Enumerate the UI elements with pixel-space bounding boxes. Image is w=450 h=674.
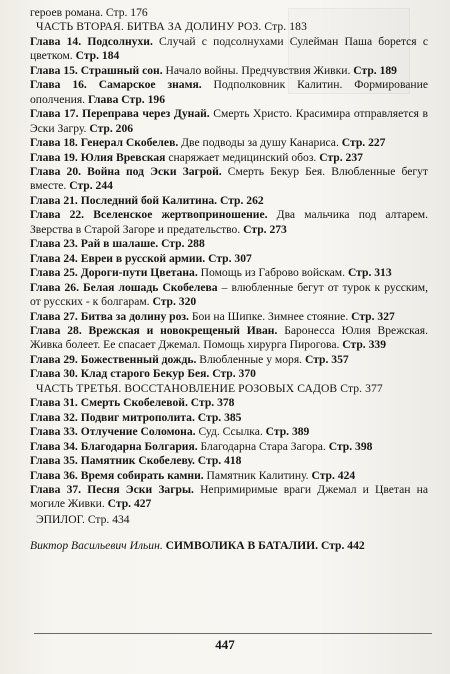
chapter-page: Стр. 307 xyxy=(208,251,252,265)
chapter-title: Глава 14. Подсолнухи. xyxy=(30,34,153,48)
chapter-title: Глава 29. Божественный дождь. xyxy=(30,352,197,366)
toc-entry xyxy=(30,367,428,381)
chapter-page: Стр. 385 xyxy=(197,410,242,424)
toc-entry xyxy=(30,35,428,64)
part-three-heading: ЧАСТЬ ТРЕТЬЯ. ВОССТАНОВЛЕНИЕ РОЗОВЫХ САДОВ Стр. 377 xyxy=(36,381,383,395)
chapter-page: Стр. 273 xyxy=(243,222,287,236)
chapter-summary: Непримиримые враги Джемал и Цветан на могиле Живки. xyxy=(30,482,428,511)
part-two-chapters xyxy=(30,35,428,382)
chapter-title: Глава 18. Генерал Скобелев. xyxy=(30,136,179,150)
chapter-page: Глава Стр. 196 xyxy=(87,92,165,106)
toc-top-text: героев романа. Стр. 176 xyxy=(30,6,148,19)
chapter-summary: Памятник Калитину. xyxy=(203,468,309,482)
part-two-heading: ЧАСТЬ ВТОРАЯ. БИТВА ЗА ДОЛИНУ РОЗ. Стр. 183 xyxy=(36,20,307,34)
toc-entry xyxy=(30,281,428,310)
toc-entry xyxy=(30,136,428,150)
chapter-title: Глава 21. Последний бой Калитина. xyxy=(30,193,218,207)
toc-entry xyxy=(30,64,428,78)
toc-entry xyxy=(30,483,428,512)
chapter-page: Стр. 378 xyxy=(190,396,235,410)
chapter-summary: – влюбленные бегут от турок к русским, от русских - к болгарам. xyxy=(30,280,428,309)
chapter-page: Стр. 288 xyxy=(161,237,205,251)
chapter-title: Глава 23. Рай в шалаше. xyxy=(30,237,159,251)
chapter-summary: Благодарна Стара Загора. xyxy=(197,439,326,453)
toc-entry xyxy=(30,237,428,251)
chapter-page: Стр. 244 xyxy=(69,179,113,193)
author-name: Виктор Васильевич Ильин. xyxy=(30,539,163,553)
chapter-summary: Начало войны. Предчувствия Живки. xyxy=(162,63,351,77)
chapter-title: Глава 15. Страшный сон. xyxy=(30,63,163,77)
chapter-title: Глава 31. Смерть Скобелевой. xyxy=(30,396,188,410)
toc-entry xyxy=(30,252,428,266)
chapter-title: Глава 24. Евреи в русской армии. xyxy=(30,251,206,265)
chapter-summary: Две подводы за душу Канариса. xyxy=(178,136,339,150)
chapter-title: Глава 25. Дороги-пути Цветана. xyxy=(30,266,198,280)
chapter-page: Стр. 227 xyxy=(341,136,386,150)
toc-entry xyxy=(30,353,428,367)
table-of-contents xyxy=(30,6,428,554)
toc-entry xyxy=(30,440,428,454)
toc-entry xyxy=(30,208,428,237)
chapter-page: Стр. 237 xyxy=(319,150,363,164)
chapter-title: Глава 27. Битва за долину роз. xyxy=(30,309,189,323)
chapter-title: Глава 30. Клад старого Бекур Бея. xyxy=(30,367,210,381)
chapter-title: Глава 33. Отлучение Соломона. xyxy=(30,425,196,439)
chapter-summary: Смерть Христо. Красимира отправляется в Эски Загру. xyxy=(30,107,428,135)
chapter-page: Стр. 418 xyxy=(197,454,242,468)
chapter-page: Стр. 357 xyxy=(304,352,349,366)
toc-entry xyxy=(30,454,428,468)
chapter-title: Глава 22. Вселенское жертвоприношение. xyxy=(30,208,268,222)
chapter-page: Стр. 370 xyxy=(212,367,256,381)
chapter-summary: снаряжает медицинский обоз. xyxy=(165,150,317,164)
chapter-title: Глава 28. Врежская и новокрещеный Иван. xyxy=(30,323,278,337)
chapter-summary: Бои на Шипке. Зимнее стояние. xyxy=(188,309,349,323)
toc-entry xyxy=(30,411,428,425)
chapter-title: Глава 16. Самарское знамя. xyxy=(30,78,202,92)
chapter-page: Стр. 184 xyxy=(75,49,120,63)
chapter-page: Стр. 189 xyxy=(353,63,397,77)
page-number: 447 xyxy=(215,637,235,652)
chapter-title: Глава 19. Юлия Вревская xyxy=(30,150,166,164)
toc-entry xyxy=(30,425,428,439)
chapter-title: Глава 17. Переправа через Дунай. xyxy=(30,107,210,121)
chapter-summary: Помощь из Габрово войскам. xyxy=(197,266,346,280)
chapter-page: Стр. 262 xyxy=(220,193,264,207)
chapter-page: Стр. 313 xyxy=(347,266,392,280)
chapter-title: Глава 36. Время собирать камни. xyxy=(30,468,204,482)
chapter-title: Глава 32. Подвиг митрополита. xyxy=(30,410,195,424)
chapter-summary: Два мальчика под алтарем. Зверства в Старой Загоре и предательство. xyxy=(30,208,429,236)
toc-entry xyxy=(30,266,428,280)
toc-entry xyxy=(30,78,428,107)
chapter-page: Стр. 424 xyxy=(311,468,356,482)
chapter-summary: Баронесса Юлия Врежская. Живка болеет. Ее спасает Джемал. Помощь хирурга Пирогова. xyxy=(30,323,428,352)
chapter-page: Стр. 398 xyxy=(328,439,373,453)
toc-entry xyxy=(30,396,428,410)
toc-entry xyxy=(30,194,428,208)
epilog-entry: ЭПИЛОГ. Стр. 434 xyxy=(36,512,130,526)
chapter-summary: Случай с подсолнухами Сулейман Паша борется с цветком. xyxy=(30,34,428,63)
chapter-title: Глава 20. Война под Эски Загрой. xyxy=(30,164,222,178)
chapter-title: Глава 37. Песня Эски Загры. xyxy=(30,482,194,496)
chapter-summary: Подполковник Калитин. Формирование ополчения. xyxy=(30,78,428,106)
toc-entry xyxy=(30,165,428,194)
chapter-page: Стр. 206 xyxy=(89,121,134,135)
chapter-summary: Смерть Бекур Бея. Влюбленные бегут вместе. xyxy=(30,164,429,193)
chapter-summary: Влюбленные у моря. xyxy=(196,352,303,366)
toc-entry xyxy=(30,107,428,136)
toc-entry xyxy=(30,151,428,165)
toc-entry xyxy=(30,324,428,353)
footer-rule xyxy=(34,633,432,634)
chapter-title: Глава 35. Памятник Скобелеву. xyxy=(30,454,195,468)
chapter-page: Стр. 327 xyxy=(351,309,395,323)
chapter-page: Стр. 389 xyxy=(265,425,310,439)
toc-entry xyxy=(30,469,428,483)
chapter-page: Стр. 339 xyxy=(342,338,386,352)
chapter-summary: Суд. Ссылка. xyxy=(195,425,263,439)
toc-entry xyxy=(30,310,428,324)
part-three-chapters xyxy=(30,396,428,512)
chapter-title: Глава 34. Благодарна Болгария. xyxy=(30,439,198,453)
author-entry xyxy=(30,539,428,553)
author-work-title: СИМВОЛИКА В БАТАЛИИ. Стр. 442 xyxy=(162,539,365,553)
chapter-page: Стр. 320 xyxy=(152,295,197,309)
chapter-page: Стр. 427 xyxy=(107,497,152,511)
chapter-title: Глава 26. Белая лошадь Скобелева xyxy=(30,280,218,294)
